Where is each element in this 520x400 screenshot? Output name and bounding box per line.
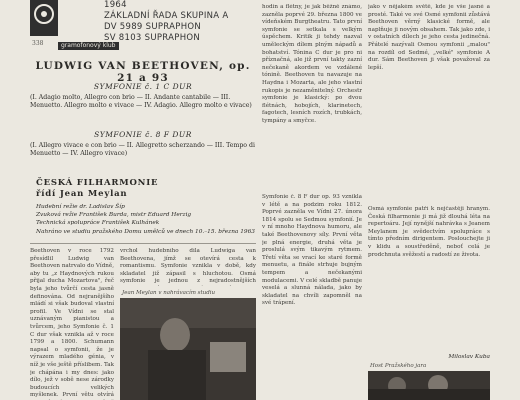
text-column-3: [262, 4, 362, 190]
club-label: gramofonový klub: [58, 42, 119, 50]
orchestra-name: ČESKÁ FILHARMONIE: [36, 178, 159, 188]
recording-credits: [36, 203, 256, 236]
record-info: [104, 0, 254, 44]
record-series: ZÁKLADNÍ ŘADA SKUPINA A: [104, 11, 229, 21]
text-column-2-top: [120, 248, 256, 286]
credit-line: Nahráno ve studiu pražského Domu umělců ve dnech 10.–15. března 1963: [36, 228, 255, 235]
column-text: Beethoven v roce 1792 přesídlil Ludwig van Beethoven natrvalo do Vídně, aby tu „z Haydnových rukou přijal ducha Mozartova", řeč byla jeho tvůrčí cesta jasně definována. Od nejranějšího mládí si však budoval vlastní profil. Ve Vídni se stal uznávaným pianistou a tvůrcem, jeho Symfonie č. 1 C dur však vznikla až v roce 1799 a 1800. Schumann napsal o symfonii, že je výrazem mladého génia, v níž je vše ještě příslibem. Tak je chápána i my dnes: jako dílo, jež v sobě nese zárodky budoucích velikých myšlenek. První větu otvírá: [30, 248, 114, 399]
photo-caption: Jean Meylan v nahrávacím studiu: [122, 290, 216, 296]
record-number-stereo: SV 8103 SUPRAPHON: [104, 33, 201, 43]
credit-line: Technická spolupráce František Kulhánek: [36, 220, 160, 227]
column-text: jako v nějakém světě, kde je vše jasné a prosté. Také ve své Osmé symfonii zůstává Beethoven věrný klasické formě, ale naplňuje ji novým obsahem. Tak jako zde, i v ostatních dílech je jeho cesta jedinečná. Přátelé nazývali Osmou symfonii „malou" na rozdíl od Sedmé, „velké" symfonie A dur. Sám Beethoven ji však považoval za lepší.: [368, 4, 490, 71]
text-column-1: [30, 248, 114, 400]
credit-line: Zvuková režie František Burda, mistr Eduard Herzig: [36, 212, 192, 219]
column-text: vrchol hudebního díla Ludwiga van Beethovena, jímž se otevírá cesta k romantismu. Symfonie vznikla v době, kdy skladatel již zápasil s hluchotou. Osmá symfonie je jednou z nejradostnějších: [120, 248, 256, 285]
author-signature: Miloslav Kuba: [448, 354, 490, 360]
composer-title: LUDWIG VAN BEETHOVEN, op. 21 a 93: [35, 60, 251, 84]
record-number-mono: DV 5989 SUPRAPHON: [104, 22, 202, 32]
symphony-1-title: SYMFONIE č. 1 C DUR: [93, 82, 193, 91]
symphony-8-movements: (I. Allegro vivace e con brio — II. Allegretto scherzando — III. Tempo di Menuetto — IV. Allegro vivace): [30, 142, 255, 157]
credit-line: Hudební režie dr. Ladislav Šíp: [36, 204, 125, 210]
text-column-3-bottom: [262, 194, 362, 400]
supraphon-logo-icon: [30, 0, 58, 36]
record-year: 1964: [104, 0, 127, 10]
text-column-4-bottom: [368, 206, 490, 346]
catalog-number: 338: [32, 40, 44, 47]
column-text: Osmá symfonie patří k nejčastěji hraným. Česká filharmonie ji má již dlouhá léta na repertoáru. Její nynější nahrávka s Jeanem Meylanem je svědectvím spolupráce s tímto předním dirigentem. Poslouchejte ji v klidu a soustředěně, neboť celá je prodchnuta svěžestí a radostí ze života.: [368, 206, 490, 258]
conductor: řídí Jean Meylan: [36, 189, 128, 199]
conductor-photo: [120, 298, 256, 400]
symphony-8-title: SYMFONIE č. 8 F DUR: [94, 130, 192, 139]
column-text: hodin a flétny, je jak běžně známo, zazněla poprvé 29. března 1800 ve vídeňském Burgtheatru. Tato první symfonie se setkala s velkým úspěchem. Kritik ji tehdy nazval uměleckým dílem plným nápadů a bohatství. Tónina C dur je pro ni příznačná, ale již první takty zazní nečekaně akordem ve vzdálené tónině. Beethoven tu navazuje na Haydna i Mozarta, ale jeho vlastní rukopis je nezaměnitelný. Orchestr symfonie je klasický: po dvou flétnách, hobojích, klarinetech, fagotech, lesních rozích, trubkách, tympány a smyčce.: [262, 4, 362, 124]
audience-photo: [368, 371, 490, 400]
symphony-1-movements: (I. Adagio molto, Allegro con brio — II. Andante cantabile — III. Menuetto. Allegro molto e vivace — IV. Adagio. Allegro molto e vivace): [30, 94, 252, 109]
column-text: Symfonie č. 8 F dur op. 93 vznikla v létě a na podzim roku 1812. Poprvé zazněla ve Vídni 27. února 1814 spolu se Sedmou symfonií. Je v ní mnoho Haydnova humoru, ale také Beethovenovy síly. První věta je plná energie, druhá věta je proslulá svým tikavým rytmem. Třetí věta se vrací ke staré formě menuetu, a finále strhuje bujným tempem a nečekanými modulacemi. V celé skladbě panuje veselá a slunná nálada, jako by skladatel na chvíli zapomněl na své trápení.: [262, 194, 362, 307]
divider: [30, 243, 256, 244]
text-column-4: [368, 4, 490, 204]
orchestra: [36, 178, 158, 200]
photo-caption: Host Pražského jara: [370, 363, 427, 369]
